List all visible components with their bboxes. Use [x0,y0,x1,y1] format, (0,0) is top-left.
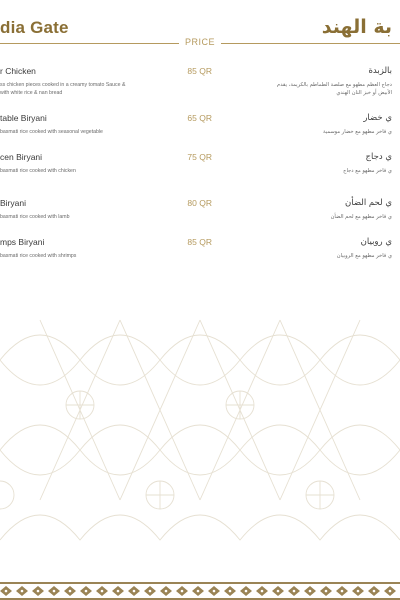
description-line: ss chicken pieces cooked in a creamy tomato Sauce & [0,82,126,88]
restaurant-title-ar: بة الهند [321,16,392,38]
description-line-ar: ي فاخر مطهو مع لحم الضأن [330,214,392,220]
menu-item-en [0,198,215,221]
menu-item-name: cen Biryani [0,152,43,162]
menu-item-description [0,252,215,260]
menu-item-name-ar: ي روبيان [360,237,392,247]
menu-item-en [0,237,215,260]
menu-item-description-ar [222,252,392,260]
decorative-pattern [0,300,400,600]
menu-item-name-ar: ي خضار [363,113,392,123]
price-column-label [0,37,400,47]
menu-item-price: 65 QR [187,113,212,123]
menu-item-price: 75 QR [187,152,212,162]
description-line: with white rice & nan bread [0,90,63,96]
description-line-ar: دجاج العظم مطهو مع صلصة الطماطم بالكريمة، يقدم [277,82,392,88]
menu-item-description [0,167,215,175]
menu-item-ar [222,198,392,221]
menu-item-name: r Chicken [0,66,36,76]
description-line: basmati rice cooked with lamb [0,214,70,220]
menu-item-name-ar: بالزبدة [368,66,392,76]
description-line-ar: الأبيض أو خبز النان الهندي [336,90,392,96]
menu-item-description [0,213,215,221]
decorative-border-band [0,582,400,600]
menu-item-description-ar [222,167,392,175]
menu-item-en [0,152,215,175]
menu-item-en [0,66,215,97]
menu-item-ar [222,113,392,136]
description-line-ar: ي فاخر مطهو مع خضار موسمية [322,129,392,135]
menu-item-description-ar [222,81,392,97]
menu-item-name-ar: ي دجاج [365,152,392,162]
menu-item-name: mps Biryani [0,237,45,247]
menu-item-name: table Biryani [0,113,47,123]
menu-item-description [0,81,215,97]
menu-item-price: 85 QR [187,237,212,247]
description-line: basmati rice cooked with shrimps [0,253,77,259]
menu-item-ar [222,152,392,175]
restaurant-title-en: dia Gate [0,18,69,37]
menu-item-description-ar [222,128,392,136]
price-label-text: PRICE [179,37,221,47]
menu-item-name: Biryani [0,198,26,208]
menu-item-en [0,113,215,136]
menu-item-ar [222,66,392,97]
menu-item-price: 80 QR [187,198,212,208]
description-line: basmati rice cooked with chicken [0,168,76,174]
description-line-ar: ي فاخر مطهو مع الروبيان [336,253,392,259]
menu-item-description-ar [222,213,392,221]
description-line: basmati rice cooked with seasonal vegetable [0,129,103,135]
menu-item-name-ar: ي لحم الضأن [345,198,392,208]
menu-item-description [0,128,215,136]
description-line-ar: ي فاخر مطهو مع دجاج [343,168,392,174]
menu-item-price: 85 QR [187,66,212,76]
menu-item-ar [222,237,392,260]
